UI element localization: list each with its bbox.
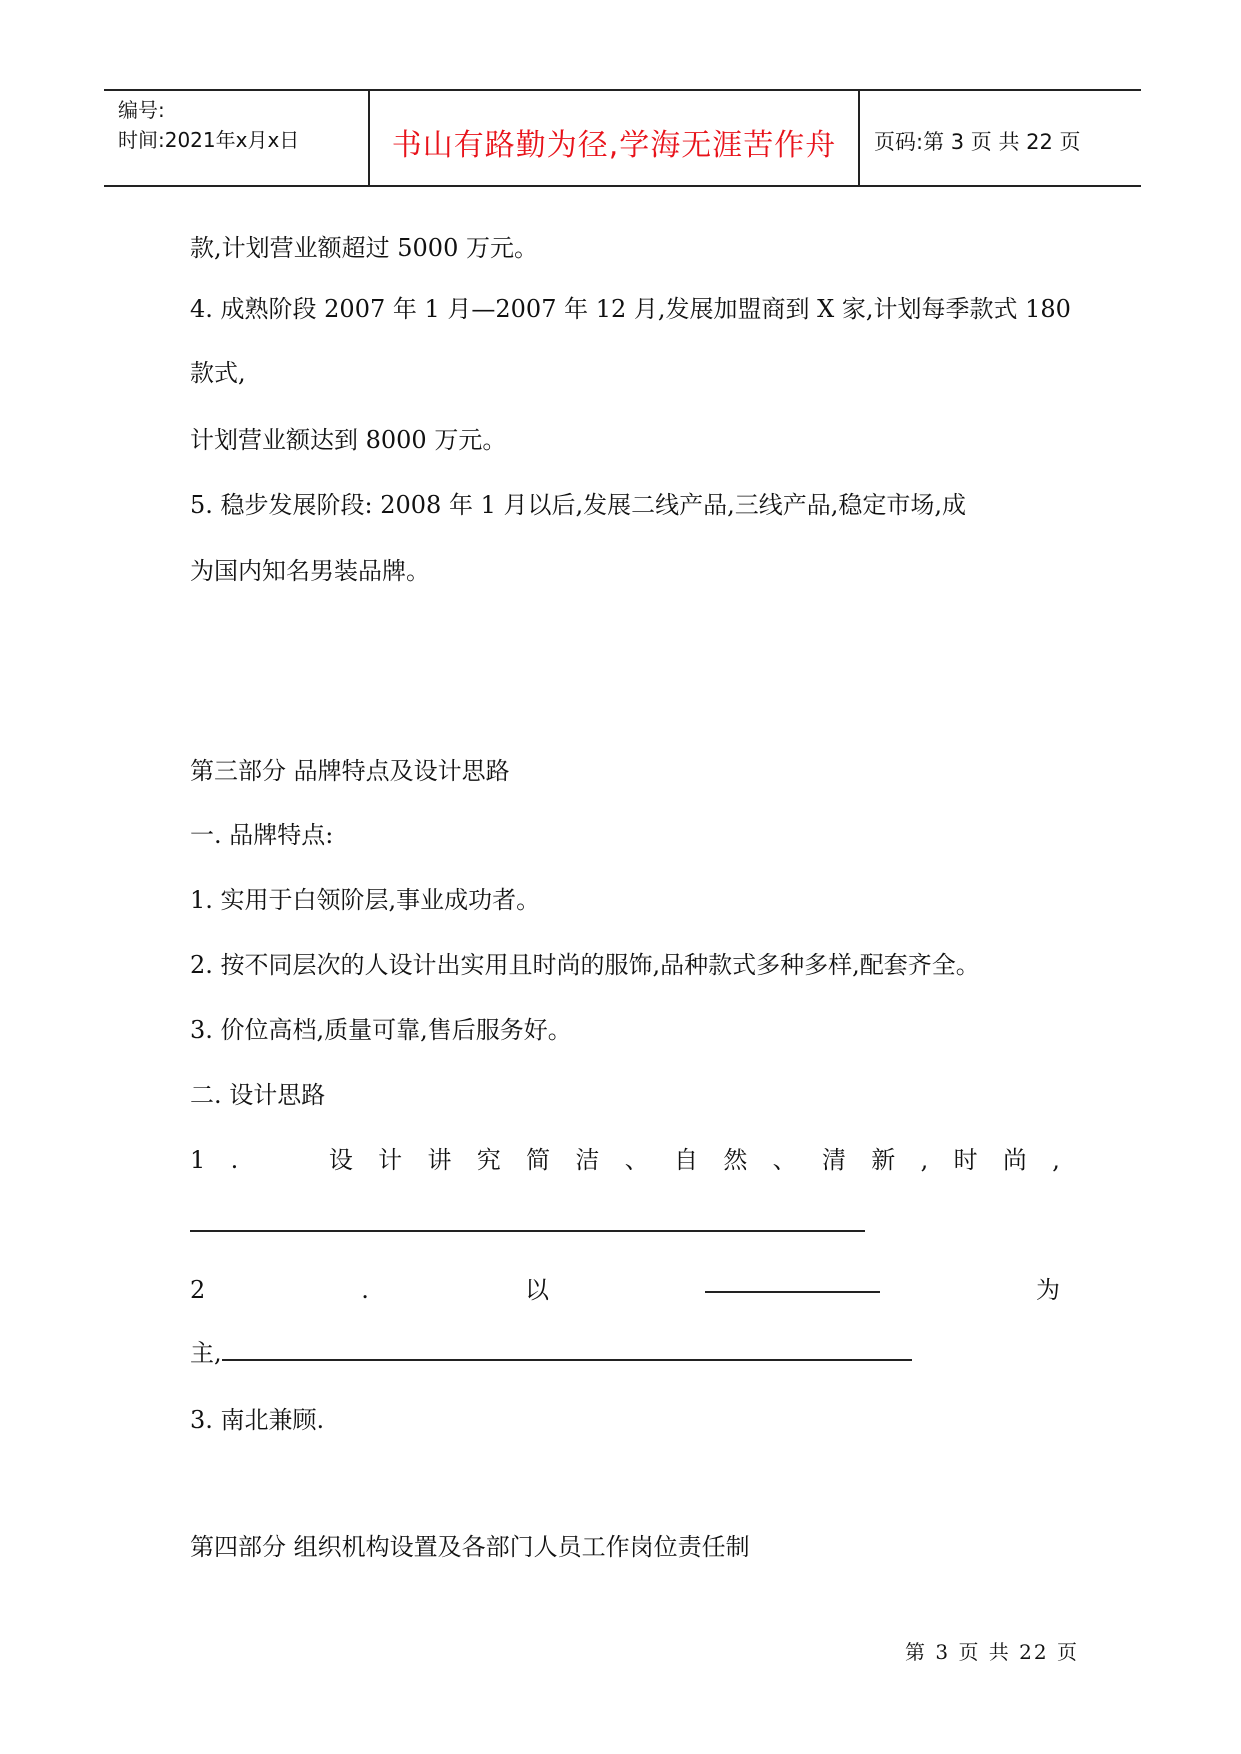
fill-in-blank [222,1343,912,1361]
design-word: 主, [190,1339,222,1367]
spacer [264,1145,304,1175]
design-word: 以 [524,1276,549,1304]
design-item-1 [190,1145,1060,1175]
subsection-heading: 二. 设计思路 [190,1081,326,1109]
fill-in-blank [705,1275,880,1293]
design-token: 然 [723,1146,748,1174]
list-item: 3. 价位高档,质量可靠,售后服务好。 [190,1016,572,1044]
design-token: 清 [821,1146,846,1174]
header-meta [118,95,299,155]
design-token: 、 [624,1146,649,1174]
design-token: 尚 [1002,1146,1027,1174]
design-item-2-cont [190,1338,912,1368]
document-header [104,89,1141,187]
design-token: 设 [328,1146,353,1174]
fill-in-blank [190,1230,865,1232]
list-item: 2. 按不同层次的人设计出实用且时尚的服饰,品种款式多种多样,配套齐全。 [190,951,980,979]
list-item: 3. 南北兼顾. [190,1406,325,1434]
design-item-2 [190,1275,1060,1305]
design-token: , [920,1146,929,1174]
section-heading: 第三部分 品牌特点及设计思路 [190,757,510,785]
design-token: 时 [953,1146,978,1174]
body-line: 款,计划营业额超过 5000 万元。 [190,234,538,262]
list-item: 1. 实用于白领阶层,事业成功者。 [190,886,541,914]
design-token: 洁 [575,1146,600,1174]
design-token: , [1052,1146,1060,1174]
design-token: 新 [871,1146,896,1174]
design-number: 2 [190,1276,206,1304]
section-heading: 第四部分 组织机构设置及各部门人员工作岗位责任制 [190,1533,750,1561]
design-token: . [230,1146,239,1174]
design-token: 1 [190,1146,206,1174]
time-label: 时间:2021年x月x日 [118,128,300,152]
body-line: 款式, [190,359,246,387]
design-word: 为 [1035,1276,1060,1304]
design-token: 讲 [427,1146,452,1174]
header-page-label: 页码:第 3 页 共 22 页 [874,130,1081,154]
number-label: 编号: [118,98,165,122]
page-footer: 第 3 页 共 22 页 [905,1640,1079,1664]
subsection-heading: 一. 品牌特点: [190,821,334,849]
design-token: 、 [772,1146,797,1174]
design-token: 究 [476,1146,501,1174]
design-token: 自 [674,1146,699,1174]
header-motto: 书山有路勤为径,学海无涯苦作舟 [391,128,837,163]
body-line: 为国内知名男装品牌。 [190,557,430,585]
body-line: 计划营业额达到 8000 万元。 [190,426,507,454]
design-token: 计 [378,1146,403,1174]
body-line: 4. 成熟阶段 2007 年 1 月—2007 年 12 月,发展加盟商到 X 家,计划每季款式 180 [190,295,1071,323]
header-divider [858,91,860,185]
design-token: 简 [526,1146,551,1174]
design-dot: . [361,1276,369,1304]
body-line: 5. 稳步发展阶段: 2008 年 1 月以后,发展二线产品,三线产品,稳定市场,成 [190,491,966,519]
